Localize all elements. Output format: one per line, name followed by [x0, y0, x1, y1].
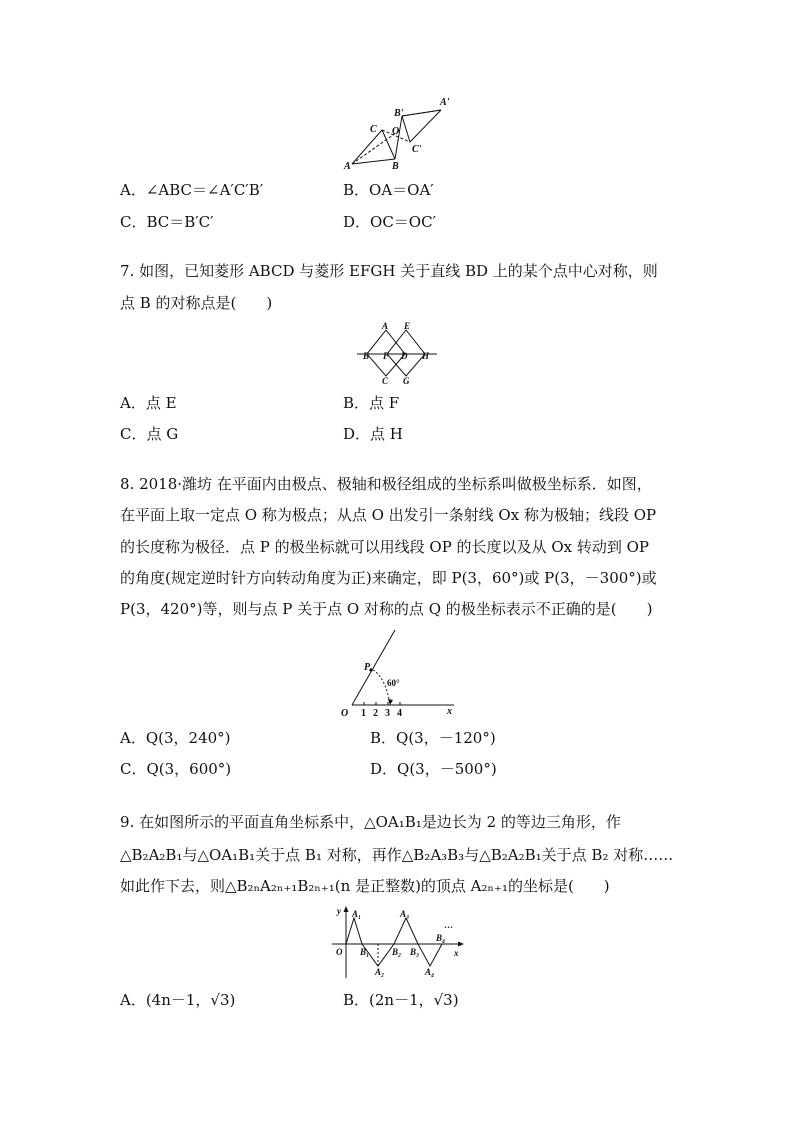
q8-label-O: O — [341, 708, 349, 719]
q6-label-A-prime: A' — [440, 97, 450, 108]
q6-label-B-prime: B' — [394, 108, 404, 119]
q8-option-b[interactable]: B．Q(3，－120°) — [370, 729, 496, 747]
q6-option-b[interactable]: B．OA＝OA′ — [343, 181, 434, 199]
q8-stem-line2: 在平面上取一定点 O 称为极点；从点 O 出发引一条射线 Ox 称为极轴；线段 OP — [120, 506, 657, 524]
q9-label-B4: B₄ — [436, 933, 446, 943]
q7-label-D: D — [401, 351, 408, 361]
q9-label-O: O — [336, 947, 343, 957]
q7-label-H: H — [422, 351, 430, 361]
q7-option-a[interactable]: A．点 E — [120, 394, 177, 412]
q9-stem-line3: 如此作下去，则△B₂ₙA₂ₙ₊₁B₂ₙ₊₁(n 是正整数)的顶点 A₂ₙ₊₁的坐标是( ) — [120, 877, 610, 895]
q9-label-A4: A₄ — [425, 967, 435, 977]
q7-label-A: A — [382, 321, 389, 331]
q9-option-a[interactable]: A．(4n－1，√3) — [120, 991, 236, 1009]
q7-stem-line1: 7. 如图，已知菱形 ABCD 与菱形 EFGH 关于直线 BD 上的某个点中心对称，则 — [120, 262, 658, 280]
q7-label-B: B — [363, 351, 370, 361]
q9-label-B1: B₁ — [360, 947, 370, 957]
q9-label-A2: A₂ — [375, 967, 385, 977]
q7-label-C: C — [382, 376, 389, 386]
q9-stem-line2: △B₂A₂B₁与△OA₁B₁关于点 B₁ 对称，再作△B₂A₃B₃与△B₂A₂B₁关于点 B₂ 对称…… — [120, 846, 674, 864]
q6-figure — [340, 94, 460, 172]
q8-label-x: x — [447, 706, 452, 717]
q9-figure — [330, 904, 470, 980]
q8-label-angle: 60° — [387, 678, 400, 688]
q6-option-a[interactable]: A．∠ABC＝∠A′C′B′ — [120, 181, 264, 199]
q8-stem-line4: 的角度(规定逆时针方向转动角度为正)来确定，即 P(3，60°)或 P(3，－300°)或 — [120, 569, 657, 587]
q8-tick-1: 1 — [361, 708, 366, 719]
q6-label-C-prime: C' — [412, 144, 422, 155]
q7-figure — [355, 320, 439, 386]
q7-label-E: E — [404, 321, 411, 331]
q8-option-d[interactable]: D．Q(3，－500°) — [370, 760, 497, 778]
q8-stem-line5: P(3，420°)等，则与点 P 关于点 O 对称的点 Q 的极坐标表示不正确的是( ) — [120, 600, 653, 618]
q7-option-c[interactable]: C．点 G — [120, 425, 179, 443]
q9-label-A3: A₃ — [400, 909, 410, 919]
q8-stem-line1: 8. 2018·潍坊 在平面内由极点、极轴和极径组成的坐标系叫做极坐标系．如图， — [120, 475, 652, 493]
q7-label-G: G — [403, 376, 410, 386]
q9-label-dots: … — [444, 920, 453, 930]
q8-option-c[interactable]: C．Q(3，600°) — [120, 760, 232, 778]
q6-label-O: O — [392, 126, 400, 137]
q6-label-C: C — [370, 124, 377, 135]
q8-tick-2: 2 — [373, 708, 378, 719]
q6-option-c[interactable]: C．BC＝B′C′ — [120, 213, 214, 231]
q6-option-d[interactable]: D．OC＝OC′ — [343, 213, 436, 231]
q9-label-x: x — [454, 948, 459, 958]
q7-option-d[interactable]: D．点 H — [343, 425, 403, 443]
q8-stem-line3: 的长度称为极径．点 P 的极坐标就可以用线段 OP 的长度以及从 Ox 转动到 OP — [120, 538, 650, 556]
q8-tick-3: 3 — [385, 708, 390, 719]
q8-label-P: P — [364, 662, 371, 673]
q6-label-A: A — [344, 161, 351, 172]
q6-label-B: B — [392, 161, 399, 172]
q9-label-A1: A₁ — [352, 909, 362, 919]
q8-option-a[interactable]: A．Q(3，240°) — [120, 729, 231, 747]
q9-option-b[interactable]: B．(2n－1，√3) — [343, 991, 459, 1009]
q9-label-B3: B₃ — [410, 947, 420, 957]
q7-option-b[interactable]: B．点 F — [343, 394, 400, 412]
q8-figure — [340, 626, 460, 720]
q9-label-y: y — [337, 906, 341, 916]
q9-stem-line1: 9. 在如图所示的平面直角坐标系中，△OA₁B₁是边长为 2 的等边三角形，作 — [120, 813, 621, 831]
q9-label-B2: B₂ — [392, 947, 402, 957]
q8-tick-4: 4 — [397, 708, 402, 719]
q7-label-F: F — [383, 351, 390, 361]
q7-stem-line2: 点 B 的对称点是( ) — [120, 294, 273, 312]
